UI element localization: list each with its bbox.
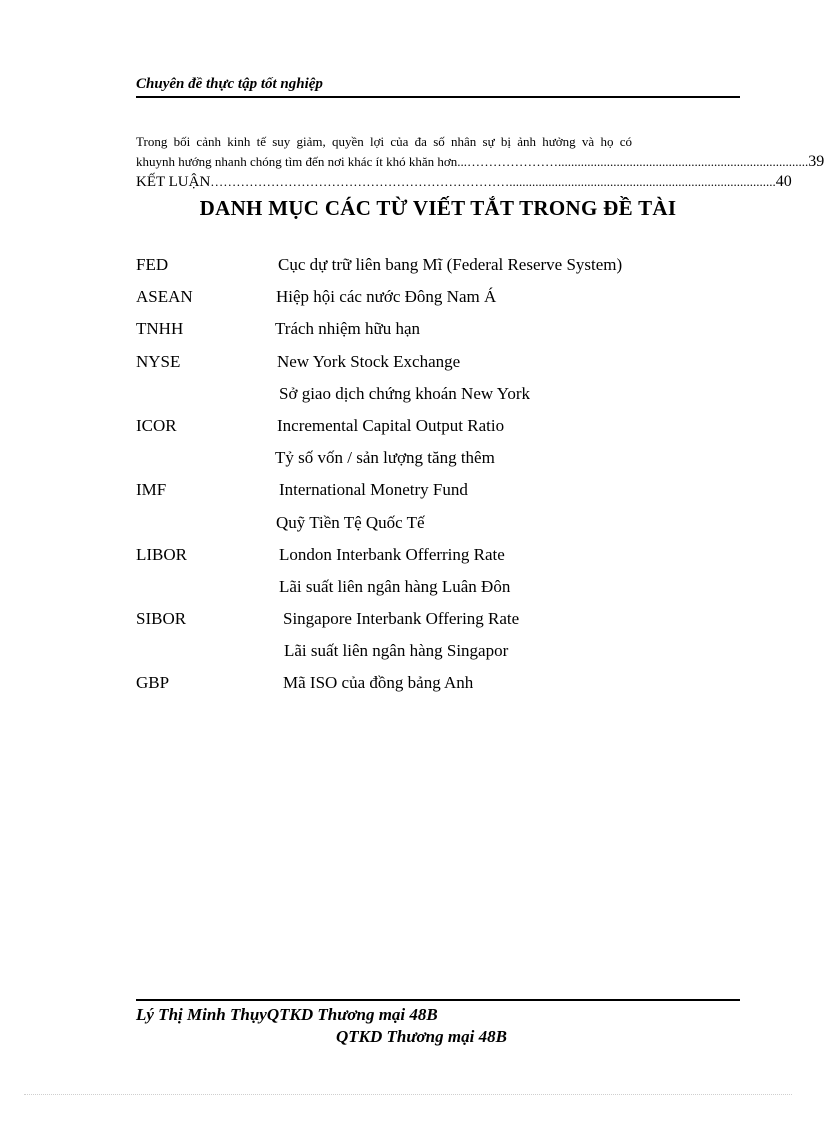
- abbreviation-row: [136, 606, 740, 638]
- toc-page-number: 39: [808, 153, 824, 170]
- abbreviation-row: [136, 477, 740, 509]
- abbreviation-key: NYSE: [136, 351, 181, 371]
- page-bottom-border: [24, 1094, 792, 1095]
- abbreviation-row: [136, 670, 740, 702]
- abbreviation-row: [136, 542, 740, 574]
- abbreviation-key: SIBOR: [136, 609, 187, 629]
- abbreviation-description: Tỷ số vốn / sản lượng tăng thêm: [275, 448, 495, 468]
- toc-entry-line-1: Trong bối cảnh kinh tế suy giảm, quyền lợi của đa số nhân sự bị ảnh hưởng và họ có: [136, 134, 632, 149]
- abbreviation-row: [136, 445, 740, 477]
- footer-author: Lý Thị Minh ThụyQTKD Thương mại 48B: [136, 1005, 438, 1024]
- footer-divider: [136, 999, 740, 1001]
- abbreviation-description: International Monetry Fund: [279, 480, 468, 500]
- abbreviation-row: [136, 574, 740, 606]
- footer-class: QTKD Thương mại 48B: [336, 1027, 507, 1046]
- abbreviation-key: ASEAN: [136, 287, 193, 307]
- abbreviation-description: Singapore Interbank Offering Rate: [283, 609, 520, 629]
- abbreviation-description: Mã ISO của đồng bảng Anh: [283, 673, 474, 693]
- abbreviation-description: Trách nhiệm hữu hạn: [275, 319, 421, 339]
- toc-entry-text: khuynh hướng nhanh chóng tìm đến nơi khác ít khó khăn hơn...: [136, 154, 467, 169]
- abbreviation-description: Quỹ Tiền Tệ Quốc Tế: [276, 512, 425, 532]
- abbreviation-list: [136, 252, 740, 703]
- section-title: DANH MỤC CÁC TỪ VIẾT TẮT TRONG ĐỀ TÀI: [199, 196, 677, 220]
- abbreviation-row: [136, 413, 740, 445]
- abbreviation-key: LIBOR: [136, 544, 187, 564]
- abbreviation-description: London Interbank Offerring Rate: [279, 544, 505, 564]
- abbreviation-row: [136, 349, 740, 381]
- abbreviation-description: Sở giao dịch chứng khoán New York: [279, 383, 530, 403]
- abbreviation-key: TNHH: [136, 319, 184, 339]
- abbreviation-description: New York Stock Exchange: [277, 351, 461, 371]
- abbreviation-description: Cục dự trữ liên bang Mĩ (Federal Reserve System): [278, 255, 623, 274]
- toc-entry-line-2: [136, 152, 824, 172]
- abbreviation-description: Incremental Capital Output Ratio: [277, 415, 505, 435]
- toc-leader-dots: ……………………………………………………………..................................................................................: [210, 174, 776, 189]
- abbreviation-description: Lãi suất liên ngân hàng Singapor: [284, 641, 509, 661]
- abbreviation-row: [136, 510, 740, 542]
- header-title: Chuyên đề thực tập tốt nghiệp: [136, 76, 323, 92]
- abbreviation-description: Hiệp hội các nước Đông Nam Á: [276, 287, 497, 307]
- abbreviation-row: [136, 381, 740, 413]
- abbreviation-row: [136, 284, 740, 316]
- abbreviation-row: [136, 638, 740, 670]
- toc-entry-ket-luan: [136, 172, 792, 192]
- abbreviation-key: IMF: [136, 480, 167, 500]
- header-divider: [136, 96, 740, 98]
- abbreviation-row: [136, 252, 740, 284]
- abbreviation-key: ICOR: [136, 415, 177, 435]
- abbreviation-row: [136, 316, 740, 348]
- abbreviation-description: Lãi suất liên ngân hàng Luân Đôn: [279, 576, 511, 596]
- toc-leader-dots: ………………….............................................................................: [466, 154, 809, 169]
- toc-entry-text: KẾT LUẬN: [136, 174, 211, 190]
- table-of-contents: [136, 132, 824, 192]
- toc-page-number: 40: [775, 173, 792, 190]
- abbreviation-key: FED: [136, 255, 169, 274]
- abbreviation-key: GBP: [136, 673, 170, 693]
